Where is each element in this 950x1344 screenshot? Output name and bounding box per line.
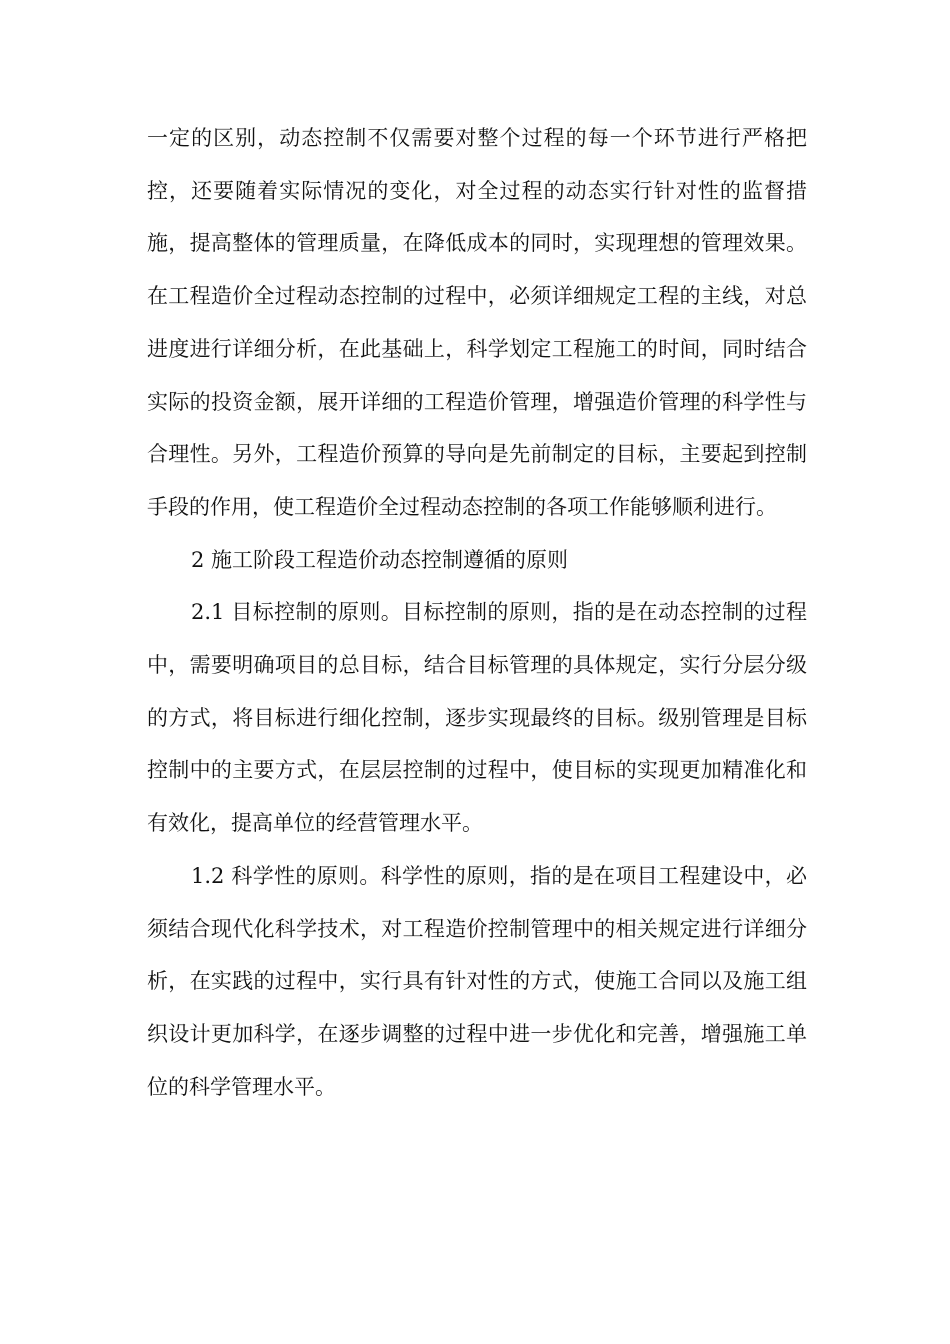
document-body <box>147 112 807 1113</box>
paragraph-continuation: 一定的区别，动态控制不仅需要对整个过程的每一个环节进行严格把控，还要随着实际情况的变化，对全过程的动态实行针对性的监督措施，提高整体的管理质量，在降低成本的同时，实现理想的管理效果。在工程造价全过程动态控制的过程中，必须详细规定工程的主线，对总进度进行详细分析，在此基础上，科学划定工程施工的时间，同时结合实际的投资金额，展开详细的工程造价管理，增强造价管理的科学性与合理性。另外，工程造价预算的导向是先前制定的目标，主要起到控制手段的作用，使工程造价全过程动态控制的各项工作能够顺利进行。 <box>147 126 807 519</box>
section-heading: 2 施工阶段工程造价动态控制遵循的原则 <box>191 547 569 572</box>
paragraph-goal-control: 2.1 目标控制的原则。目标控制的原则，指的是在动态控制的过程中，需要明确项目的总目标，结合目标管理的具体规定，实行分层分级的方式，将目标进行细化控制，逐步实现最终的目标。级别管理是目标控制中的主要方式，在层层控制的过程中，使目标的实现更加精准化和有效化，提高单位的经营管理水平。 <box>147 600 807 836</box>
paragraph-scientific-principle: 1.2 科学性的原则。科学性的原则，指的是在项目工程建设中，必须结合现代化科学技术，对工程造价控制管理中的相关规定进行详细分析，在实践的过程中，实行具有针对性的方式，使施工合同以及施工组织设计更加科学，在逐步调整的过程中进一步优化和完善，增强施工单位的科学管理水平。 <box>147 863 807 1099</box>
